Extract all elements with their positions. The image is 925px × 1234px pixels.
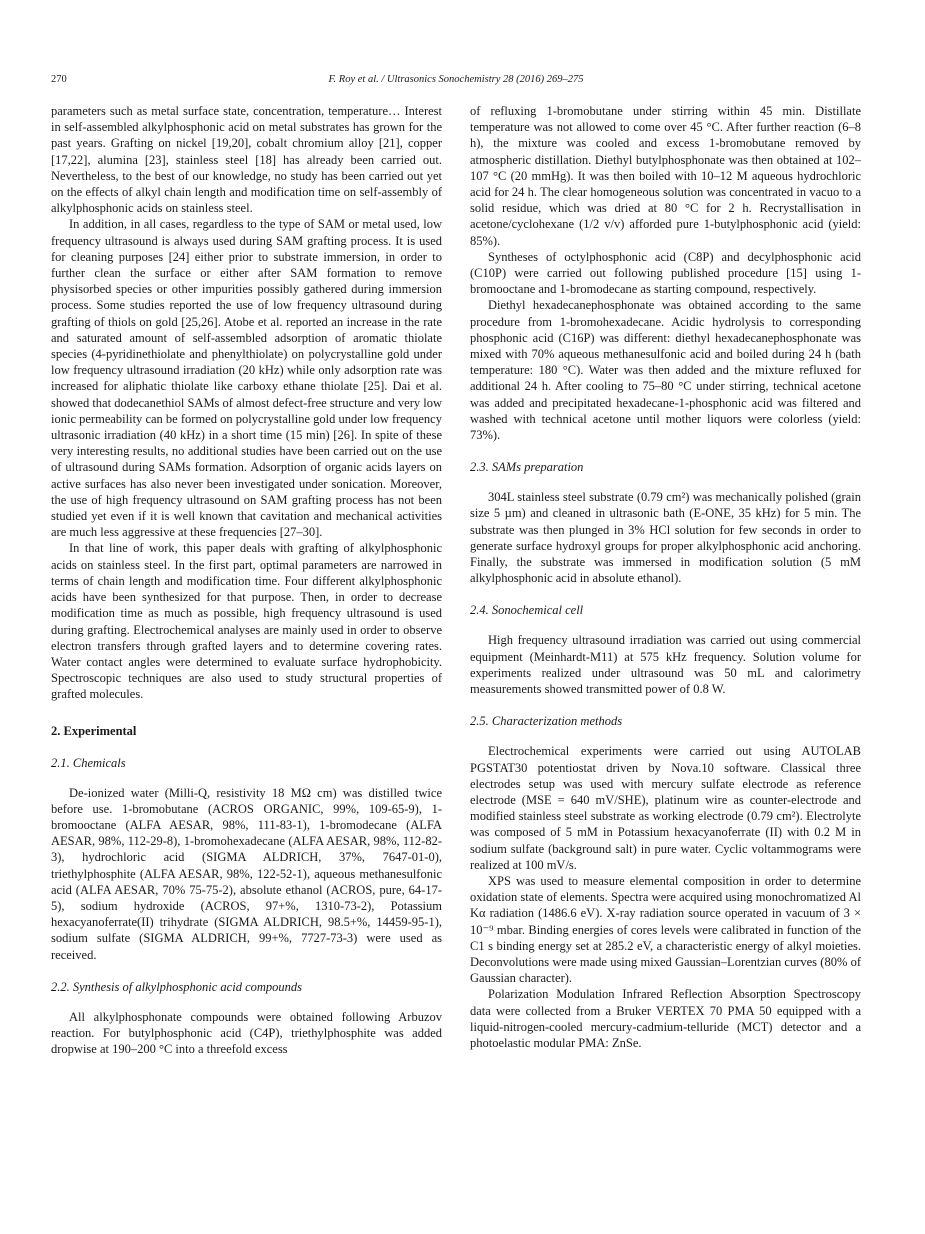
subsection-heading: 2.1. Chemicals [51, 755, 126, 770]
paragraph: XPS was used to measure elemental composition in order to determine oxidation state of elements. Spectra were acquired using monochromatized Al Kα radiation (1486.6 eV). X-ray radiation source operated in vacuum of 3 × 10⁻⁹ mbar. Binding energies of cores levels were calibrated in function of the C1 s binding energy set at 285.2 eV, a characteristic energy of alkyl moieties. Deconvolutions were made using mixed Gaussian–Lorentzian curves (80% of Gaussian character). [470, 873, 861, 986]
paragraph: of refluxing 1-bromobutane under stirring within 45 min. Distillate temperature was not allowed to come over 45 °C. After further reaction (6–8 h), the mixture was cooled and excess 1-bromobutane removed by atmospheric distillation. Diethyl butylphosphonate was then obtained at 102–107 °C (20 mmHg). It was then boiled with 10–12 M aqueous hydrochloric acid for 24 h. The clear homogeneous solution was concentrated in vacuo to a solid residue, which was dried at 80 °C for 2 h. Recrystallisation in acetone/cyclohexane (1/2 v/v) afforded pure 1-butylphosphonic acid (yield: 85%). [470, 104, 861, 248]
page-header [51, 72, 861, 88]
section-heading: 2. Experimental [51, 723, 137, 738]
paragraph: Syntheses of octylphosphonic acid (C8P) and decylphosphonic acid (C10P) were carried out following published procedure [15] using 1-bromooctane and 1-bromodecane as starting compound, respectively. [470, 249, 861, 297]
paragraph: In that line of work, this paper deals with grafting of alkylphosphonic acids on stainless steel. In the first part, optimal parameters are narrowed in terms of chain length and modification time. Four different alkylphosphonic acids have been synthesized for that purpose. Then, in order to decrease modification time as much as possible, high frequency ultrasound is used during grafting. Electrochemical analyses are mainly used in order to observe electron transfers through grafted layers and to determine covering rates. Water contact angles were determined to evaluate surface hydrophobicity. Spectroscopic techniques are also used to study structural properties of grafted molecules. [51, 541, 442, 702]
paragraph: parameters such as metal surface state, concentration, temperature… Interest in self-assembled alkylphosphonic acid on metal substrates has grown for the past years. Grafting on nickel [19,20], cobalt chromium alloy [21], copper [17,22], alumina [23], stainless steel [18] has already been carried out. Nevertheless, to the best of our knowledge, no study has been carried out yet on the effects of alkyl chain length and modification time on self-assembly of alkylphosphonic acids on stainless steel. [51, 104, 442, 216]
running-title: F. Roy et al. / Ultrasonics Sonochemistry 28 (2016) 269–275 [328, 74, 584, 85]
left-column [51, 103, 442, 1057]
page-number: 270 [51, 74, 67, 85]
paragraph: In addition, in all cases, regardless to the type of SAM or metal used, low frequency ultrasound is always used during SAM grafting process. It is used for cleaning purposes [24] either prior to substrate immersion, in order to further clean the surface or either after SAM formation to remove physisorbed species or other impurities possibly gathered during immersion process. Some studies reported the use of low frequency ultrasound during grafting of thiols on gold [25,26]. Atobe et al. reported an increase in the rate and saturated amount of self-assembled adsorption of aromatic thiolate species (4-pyridinethiolate and phenylthiolate) on polycrystalline gold under low frequency ultrasound irradiation (20 kHz) while only adsorption rate was increased for aliphatic thiolate like carboxy ethane thiolate [25]. Dai et al. showed that dodecanethiol SAMs of almost defect-free structure and very low ionic permeability can be formed on polycrystalline gold under low frequency ultrasonic irradiation (40 kHz) in a short time (15 min) [26]. In spite of these very interesting results, no additional studies have been carried out on the use of ultrasound during SAMs formation. Adsorption of organic acids layers on active surfaces has also never been investigated under sonication. Moreover, the use of high frequency ultrasound on SAM grafting process has not been studied yet even if it is well known that cavitation and mechanical activities are much less aggressive at these frequencies [27–30]. [51, 217, 442, 540]
paragraph: Diethyl hexadecanephosphonate was obtained according to the same procedure from 1-bromohexadecane. Acidic hydrolysis to corresponding phosphonic acid (C16P) was different: diethyl hexadecanephosphonate was mixed with 70% aqueous methanesulfonic acid and boiled during 24 h (bath temperature: 180 °C). Water was then added and the mixture refluxed for additional 24 h. After cooling to 75–80 °C under stirring, technical acetone was added and precipitated hexadecane-1-phosphonic acid was filtered and washed with technical acetone until mother liquors were colorless (yield: 73%). [470, 298, 861, 443]
paragraph: High frequency ultrasound irradiation was carried out using commercial equipment (Meinhardt-M11) at 575 kHz frequency. Solution volume for experiments realized under ultrasound was 50 mL and calorimetry measurements showed transmitted power of 0.8 W. [470, 633, 861, 697]
paragraph: 304L stainless steel substrate (0.79 cm²) was mechanically polished (grain size 5 µm) and cleaned in ultrasonic bath (E-ONE, 35 kHz) for 5 min. The substrate was then plunged in 3% HCl solution for few seconds in order to generate surface hydroxyl groups for proper alkylphosphonic acid anchoring. Finally, the substrate was immersed in modification solution (5 mM alkylphosphonic acid in absolute ethanol). [470, 490, 861, 586]
paragraph: Polarization Modulation Infrared Reflection Absorption Spectroscopy data were collected from a Bruker VERTEX 70 PMA 50 equipped with a liquid-nitrogen-cooled mercury-cadmium-telluride (MCT) detector and a photoelastic modular PMA: ZnSe. [470, 987, 861, 1050]
subsection-heading: 2.3. SAMs preparation [470, 460, 584, 475]
paragraph: De-ionized water (Milli-Q, resistivity 18 MΩ cm) was distilled twice before use. 1-bromobutane (ACROS ORGANIC, 99%, 109-65-9), 1-bromooctane (ALFA AESAR, 98%, 111-83-1), 1-bromodecane (ALFA AESAR, 98%, 112-29-8), 1-bromohexadecane (ALFA AESAR, 98%, 112-82-3), hydrochloric acid (SIGMA ALDRICH, 37%, 7647-01-0), triethylphosphite (ALFA AESAR, 98%, 122-52-1), aqueous methanesulfonic acid (ALFA AESAR, 70% 75-75-2), absolute ethanol (ACROS, pure, 64-17-5), sodium hydroxide (ACROS, 97+%, 1310-73-2), Potassium hexacyanoferrate(II) trihydrate (SIGMA ALDRICH, 98.5+%, 14459-95-1), sodium sulfate (SIGMA ALDRICH, 99+%, 7727-73-3) were used as received. [51, 785, 442, 962]
paragraph: Electrochemical experiments were carried out using AUTOLAB PGSTAT30 potentiostat driven by Nova.10 software. Classical three electrodes setup was used with mercury sulfate electrode as reference electrode (MSE = 640 mV/SHE), platinum wire as counter-electrode and modified stainless steel substrate as working electrode (0.79 cm²). Electrolyte was composed of 5 mM in Potassium hexacyanoferrate (II) with 0.2 M in sodium sulfate (background salt) in pure water. Cyclic voltammograms were realized at 100 mV/s. [470, 744, 861, 872]
right-column [470, 103, 861, 1051]
subsection-heading: 2.5. Characterization methods [470, 714, 623, 729]
subsection-heading: 2.4. Sonochemical cell [470, 603, 584, 618]
subsection-heading: 2.2. Synthesis of alkylphosphonic acid compounds [51, 979, 303, 994]
paragraph: All alkylphosphonate compounds were obtained following Arbuzov reaction. For butylphosphonic acid (C4P), triethylphosphite was added dropwise at 190–200 °C into a threefold excess [51, 1009, 442, 1057]
